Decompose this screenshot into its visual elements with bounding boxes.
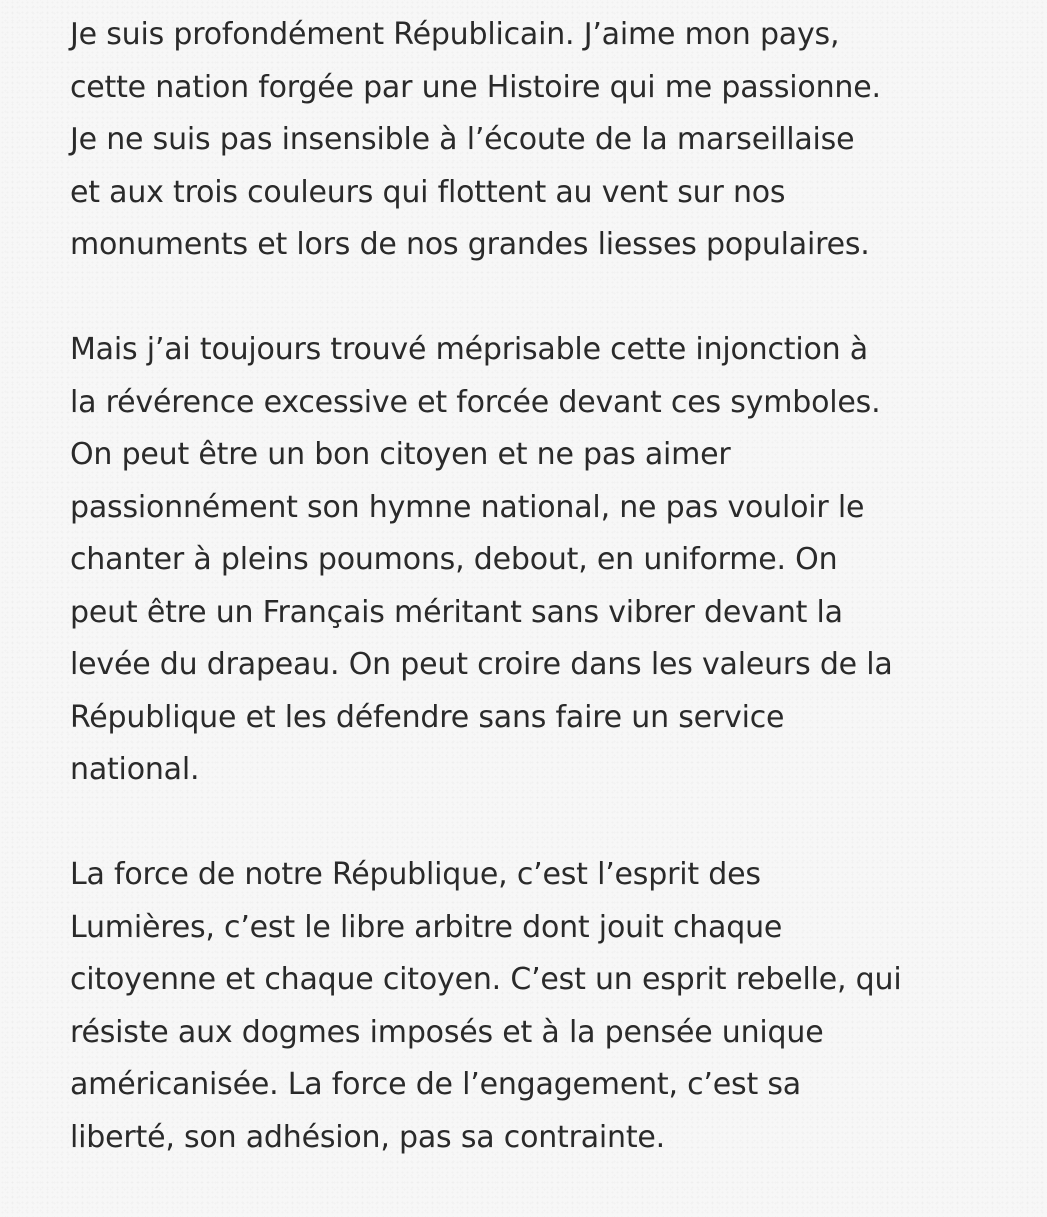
text-line: liberté, son adhésion, pas sa contrainte. (70, 1119, 666, 1155)
text-line: On peut être un bon citoyen et ne pas aimer (70, 437, 731, 472)
text-line: La force de notre République, c’est l’esprit des (70, 857, 761, 892)
text-line: République et les défendre sans faire un service (70, 699, 785, 735)
text-line: résiste aux dogmes imposés et à la pensée unique (70, 1014, 824, 1050)
text-line: cette nation forgée par une Histoire qui me passionne. (70, 69, 881, 105)
text-line: levée du drapeau. On peut croire dans les valeurs de la (70, 647, 893, 682)
paragraph-2 (70, 324, 1020, 797)
text-line: Je suis profondément Républicain. J’aime mon pays, (70, 17, 840, 52)
text-line: et aux trois couleurs qui flottent au vent sur nos (70, 174, 786, 210)
text-line: peut être un Français méritant sans vibrer devant la (70, 594, 843, 630)
text-line: la révérence excessive et forcée devant ces symboles. (70, 384, 881, 420)
paragraph-1 (70, 9, 1020, 272)
text-line: chanter à pleins poumons, debout, en uniforme. On (70, 542, 838, 577)
text-line: Je ne suis pas insensible à l’écoute de la marseillaise (70, 122, 855, 157)
paragraph-3 (70, 849, 1020, 1164)
text-line: Mais j’ai toujours trouvé méprisable cette injonction à (70, 332, 868, 367)
text-line: passionnément son hymne national, ne pas vouloir le (70, 489, 865, 525)
text-line: monuments et lors de nos grandes liesses populaires. (70, 227, 870, 262)
text-line: Lumières, c’est le libre arbitre dont jouit chaque (70, 909, 783, 945)
text-line: américanisée. La force de l’engagement, c’est sa (70, 1067, 801, 1102)
note-body[interactable] (70, 9, 1020, 1217)
text-line: citoyenne et chaque citoyen. C’est un esprit rebelle, qui (70, 962, 902, 997)
text-line: national. (70, 752, 200, 787)
